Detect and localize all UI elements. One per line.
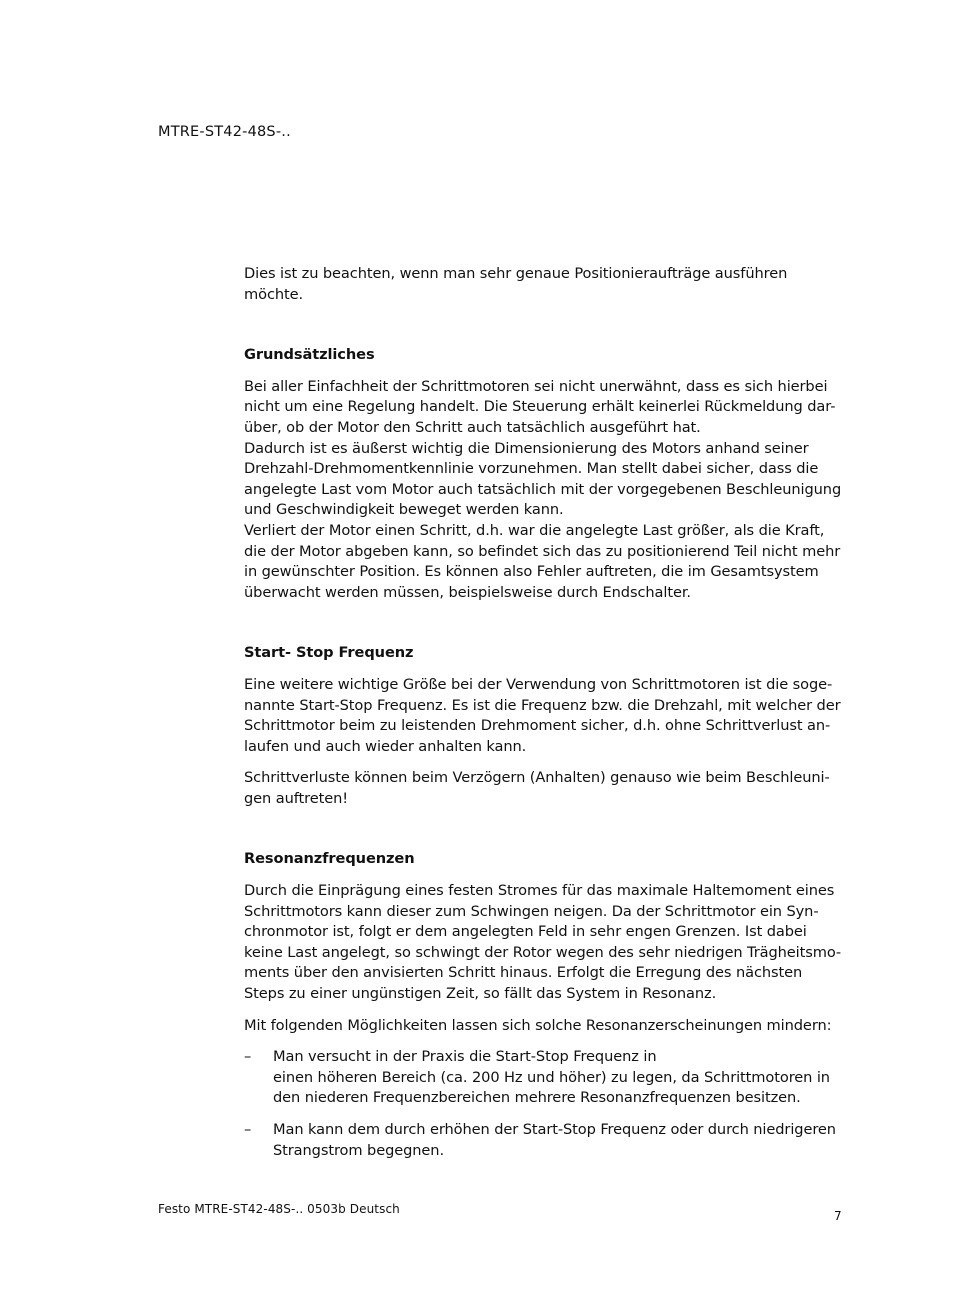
text-line: gen auftreten!	[244, 789, 348, 807]
section-heading-start-stop-frequenz: Start- Stop Frequenz	[244, 644, 414, 662]
page-number: 7	[834, 1209, 842, 1223]
text-line: den niederen Frequenzbereichen mehrere Resonanzfrequenzen besitzen.	[273, 1089, 801, 1107]
text-line: überwacht werden müssen, beispielsweise durch Endschalter.	[244, 583, 691, 601]
text-line: Bei aller Einfachheit der Schrittmotoren sei nicht unerwähnt, dass es sich hierbei	[244, 377, 828, 395]
text-line: angelegte Last vom Motor auch tatsächlich mit der vorgegebenen Beschleunigung	[244, 480, 842, 498]
text-line: Strangstrom begegnen.	[273, 1141, 444, 1159]
text-line: Man kann dem durch erhöhen der Start-Stop Frequenz oder durch niedrigeren	[273, 1121, 836, 1138]
document-body	[244, 264, 844, 1161]
text-line: Schrittmotor beim zu leistenden Drehmoment sicher, d.h. ohne Schrittverlust an-	[244, 717, 831, 735]
section-paragraph	[244, 1016, 844, 1037]
section-paragraph	[244, 768, 844, 809]
text-line: ments über den anvisierten Schritt hinaus. Erfolgt die Erregung des nächsten	[244, 964, 803, 982]
dash-list	[244, 1047, 844, 1161]
text-line: nannte Start-Stop Frequenz. Es ist die Frequenz bzw. die Drehzahl, mit welcher der	[244, 696, 841, 714]
section-paragraph	[244, 377, 844, 604]
section-heading-resonanzfrequenzen: Resonanzfrequenzen	[244, 850, 415, 868]
section-heading-grundsaetzliches: Grundsätzliches	[244, 346, 375, 364]
section-paragraph	[244, 675, 844, 757]
list-item	[244, 1047, 844, 1109]
text-line: einen höheren Bereich (ca. 200 Hz und höher) zu legen, da Schrittmotoren in	[273, 1068, 830, 1086]
text-line: und Geschwindigkeit beweget werden kann.	[244, 501, 564, 519]
text-line: laufen und auch wieder anhalten kann.	[244, 737, 527, 755]
footer-document-info: Festo MTRE-ST42-48S-.. 0503b Deutsch	[158, 1202, 400, 1216]
section-paragraph	[244, 881, 844, 1005]
text-line: nicht um eine Regelung handelt. Die Steuerung erhält keinerlei Rückmeldung dar-	[244, 398, 836, 416]
text-line: Verliert der Motor einen Schritt, d.h. war die angelegte Last größer, als die Kraft,	[244, 521, 825, 539]
text-line: Dadurch ist es äußerst wichtig die Dimensionierung des Motors anhand seiner	[244, 439, 809, 457]
text-line: möchte.	[244, 285, 304, 303]
text-line: die der Motor abgeben kann, so befindet sich das zu positionierend Teil nicht mehr	[244, 542, 841, 560]
text-line: Drehzahl-Drehmomentkennlinie vorzunehmen. Man stellt dabei sicher, dass die	[244, 460, 819, 478]
text-line: Man versucht in der Praxis die Start-Stop Frequenz in	[273, 1048, 657, 1066]
dash-bullet: –	[244, 1121, 252, 1138]
text-line: über, ob der Motor den Schritt auch tatsächlich ausgeführt hat.	[244, 418, 701, 436]
text-line: chronmotor ist, folgt er dem angelegten Feld in sehr engen Grenzen. Ist dabei	[244, 923, 807, 941]
text-line: in gewünschter Position. Es können also Fehler auftreten, die im Gesamtsystem	[244, 563, 819, 581]
dash-bullet: –	[244, 1048, 252, 1066]
text-line: Eine weitere wichtige Größe bei der Verwendung von Schrittmotoren ist die soge-	[244, 675, 833, 693]
text-line: Dies ist zu beachten, wenn man sehr genaue Positionieraufträge ausführen	[244, 265, 788, 282]
text-line: Schrittmotors kann dieser zum Schwingen neigen. Da der Schrittmotor ein Syn-	[244, 902, 819, 920]
text-line: keine Last angelegt, so schwingt der Rotor wegen des sehr niedrigen Trägheitsmo-	[244, 943, 842, 961]
page-header-title: MTRE-ST42-48S-..	[158, 124, 291, 140]
intro-paragraph	[244, 264, 844, 305]
list-item	[244, 1120, 844, 1161]
text-line: Steps zu einer ungünstigen Zeit, so fällt das System in Resonanz.	[244, 985, 717, 1003]
text-line: Mit folgenden Möglichkeiten lassen sich solche Resonanzerscheinungen mindern:	[244, 1016, 832, 1034]
text-line: Durch die Einprägung eines festen Stromes für das maximale Haltemoment eines	[244, 882, 835, 900]
text-line: Schrittverluste können beim Verzögern (Anhalten) genauso wie beim Beschleuni-	[244, 769, 830, 787]
